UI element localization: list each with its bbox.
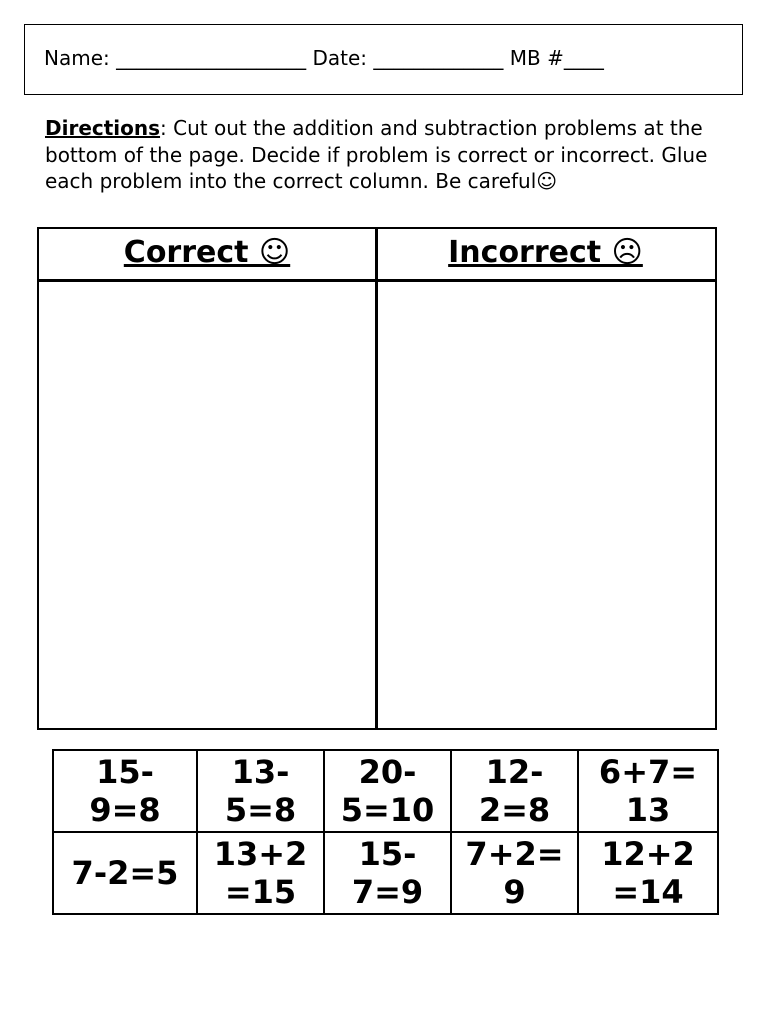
directions — [45, 115, 735, 195]
date-label: Date: — [312, 46, 368, 70]
name-field[interactable]: ___________________ — [116, 46, 307, 70]
problem-card[interactable]: 7-2=5 — [53, 832, 197, 914]
problem-card[interactable]: 13- 5=8 — [197, 750, 324, 832]
problem-card[interactable]: 13+2 =15 — [197, 832, 324, 914]
directions-text: : Cut out the addition and subtraction problems at the bottom of the page. Decide if problem is correct or incorrect. Glue each problem into the correct column. Be careful☺ — [45, 116, 708, 193]
problem-cards — [52, 749, 719, 915]
incorrect-column-header: Incorrect ☹ — [448, 235, 643, 270]
problem-card[interactable]: 20- 5=10 — [324, 750, 451, 832]
mb-field[interactable]: ____ — [563, 46, 604, 70]
date-field[interactable]: _____________ — [373, 46, 504, 70]
directions-label: Directions — [45, 116, 161, 140]
sort-table — [37, 227, 717, 730]
correct-drop-zone[interactable] — [39, 282, 375, 728]
name-label: Name: — [44, 46, 110, 70]
student-info-line — [44, 46, 604, 70]
problem-card[interactable]: 15- 7=9 — [324, 832, 451, 914]
correct-column-header: Correct ☺ — [123, 235, 291, 270]
cards-row-2 — [53, 832, 718, 914]
mb-label: MB # — [509, 46, 564, 70]
problem-card[interactable]: 15- 9=8 — [53, 750, 197, 832]
problem-card[interactable]: 12- 2=8 — [451, 750, 578, 832]
problem-card[interactable]: 7+2= 9 — [451, 832, 578, 914]
problem-card[interactable]: 12+2 =14 — [578, 832, 718, 914]
incorrect-drop-zone[interactable] — [378, 282, 715, 728]
cards-row-1 — [53, 750, 718, 832]
problem-card[interactable]: 6+7= 13 — [578, 750, 718, 832]
